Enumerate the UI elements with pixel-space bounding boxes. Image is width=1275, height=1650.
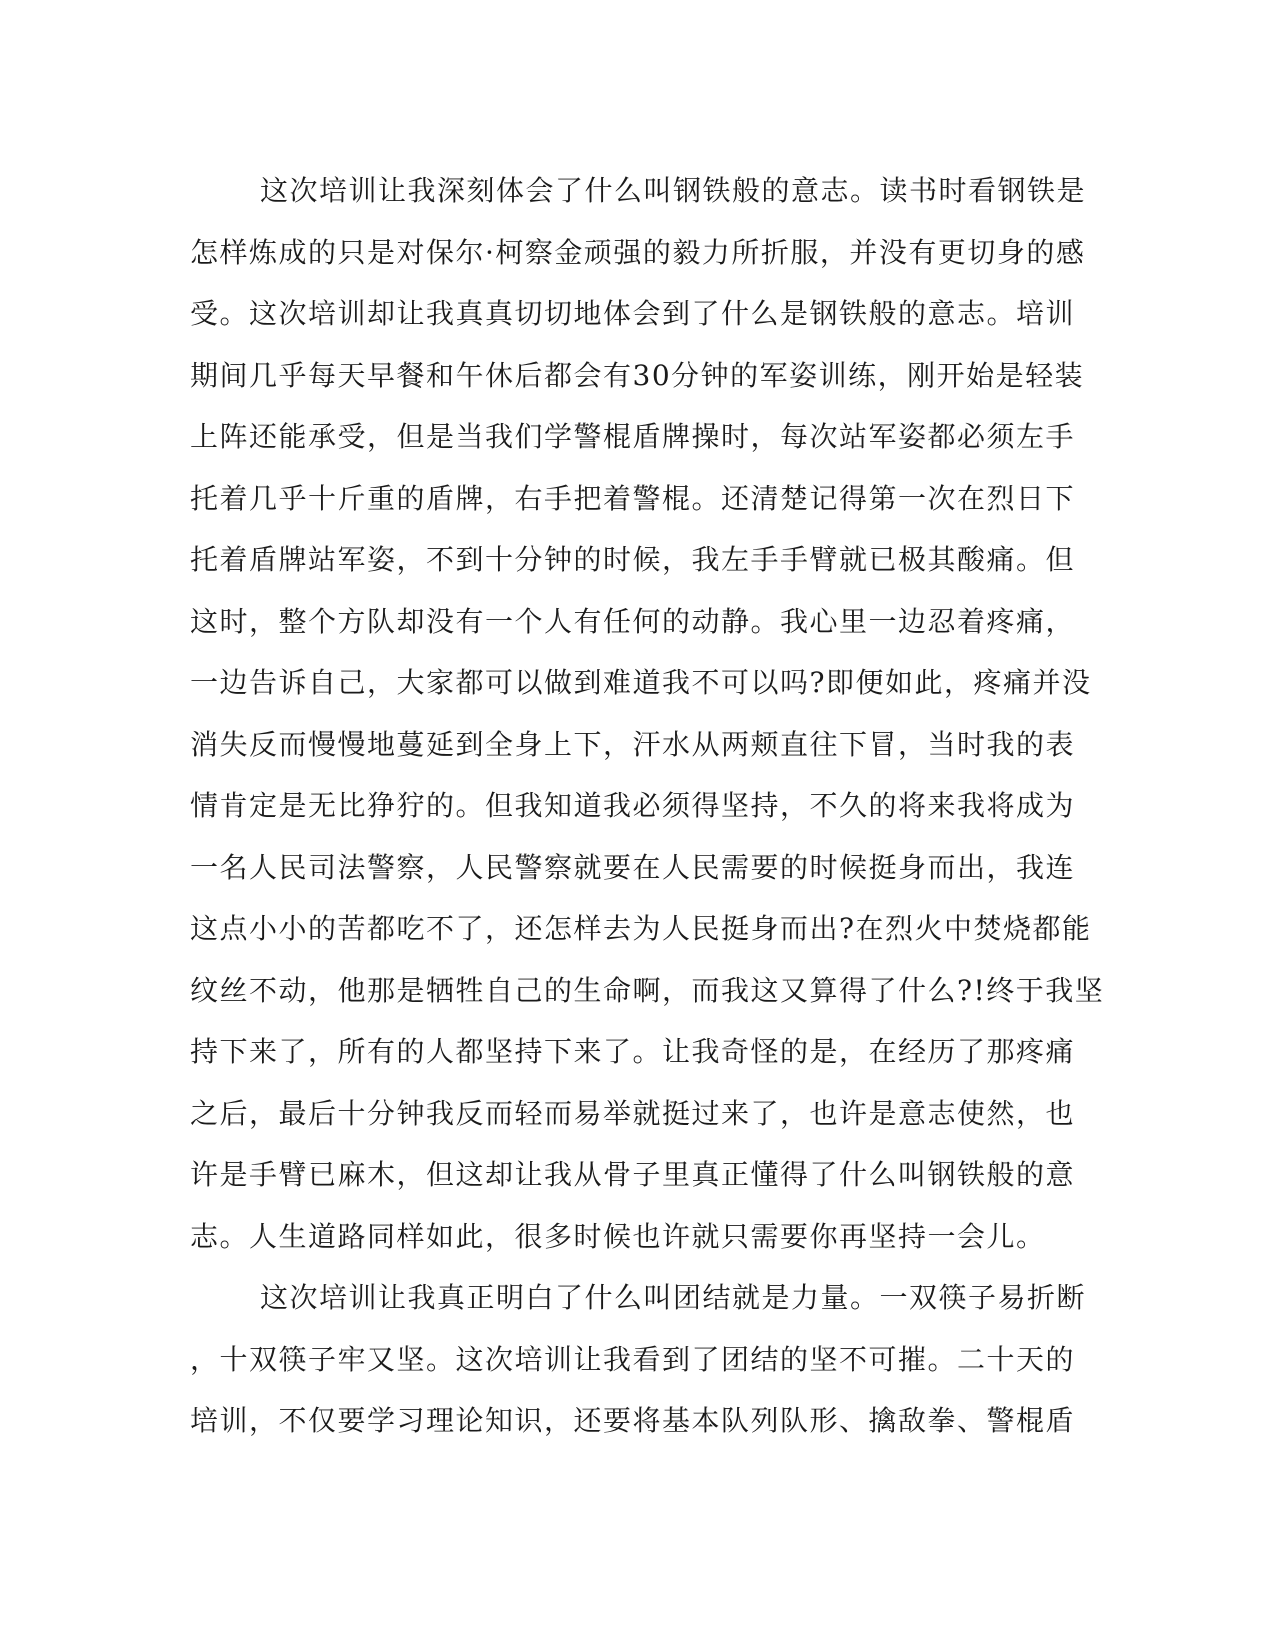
text-line: 这时，整个方队却没有一个人有任何的动静。我心里一边忍着疼痛， <box>190 604 1076 638</box>
text-line: 受。这次培训却让我真真切切地体会到了什么是钢铁般的意志。培训 <box>190 297 1076 330</box>
text-line: 之后，最后十分钟我反而轻而易举就挺过来了，也许是意志使然，也 <box>190 1096 1076 1130</box>
text-line: 培训，不仅要学习理论知识，还要将基本队列队形、擒敌拳、警棍盾 <box>190 1404 1076 1437</box>
text-line: 志。人生道路同样如此，很多时候也许就只需要你再坚持一会儿。 <box>190 1219 1046 1253</box>
paragraph-willpower <box>190 160 1105 1267</box>
text-line: 纹丝不动，他那是牺牲自己的生命啊，而我这又算得了什么?!终于我坚 <box>190 973 1105 1007</box>
text-line: 这点小小的苦都吃不了，还怎样去为人民挺身而出?在烈火中焚烧都能 <box>190 912 1092 945</box>
text-line: 一名人民司法警察，人民警察就要在人民需要的时候挺身而出，我连 <box>190 850 1076 884</box>
text-line: 上阵还能承受，但是当我们学警棍盾牌操时，每次站军姿都必须左手 <box>190 420 1076 453</box>
paragraph-unity <box>190 1267 1090 1452</box>
text-line: 托着几乎十斤重的盾牌，右手把着警棍。还清楚记得第一次在烈日下 <box>190 481 1076 515</box>
text-line: 托着盾牌站军姿，不到十分钟的时候，我左手手臂就已极其酸痛。但 <box>190 543 1076 576</box>
text-line: 这次培训让我深刻体会了什么叫钢铁般的意志。读书时看钢铁是 <box>260 174 1087 207</box>
text-line: 持下来了，所有的人都坚持下来了。让我奇怪的是，在经历了那疼痛 <box>190 1035 1076 1068</box>
text-line: 怎样炼成的只是对保尔·柯察金顽强的毅力所折服，并没有更切身的感 <box>190 235 1086 269</box>
text-line: ，十双筷子牢又坚。这次培训让我看到了团结的坚不可摧。二十天的 <box>190 1342 1076 1376</box>
text-line: 情肯定是无比狰狞的。但我知道我必须得坚持，不久的将来我将成为 <box>190 789 1076 822</box>
text-line: 期间几乎每天早餐和午休后都会有30分钟的军姿训练，刚开始是轻装 <box>190 358 1085 392</box>
text-line: 一边告诉自己，大家都可以做到难道我不可以吗?即便如此，疼痛并没 <box>190 666 1092 699</box>
document-body <box>190 160 1105 1452</box>
text-line: 这次培训让我真正明白了什么叫团结就是力量。一双筷子易折断 <box>260 1281 1087 1314</box>
text-line: 消失反而慢慢地蔓延到全身上下，汗水从两颊直往下冒，当时我的表 <box>190 727 1076 761</box>
text-line: 许是手臂已麻木，但这却让我从骨子里真正懂得了什么叫钢铁般的意 <box>190 1158 1076 1191</box>
